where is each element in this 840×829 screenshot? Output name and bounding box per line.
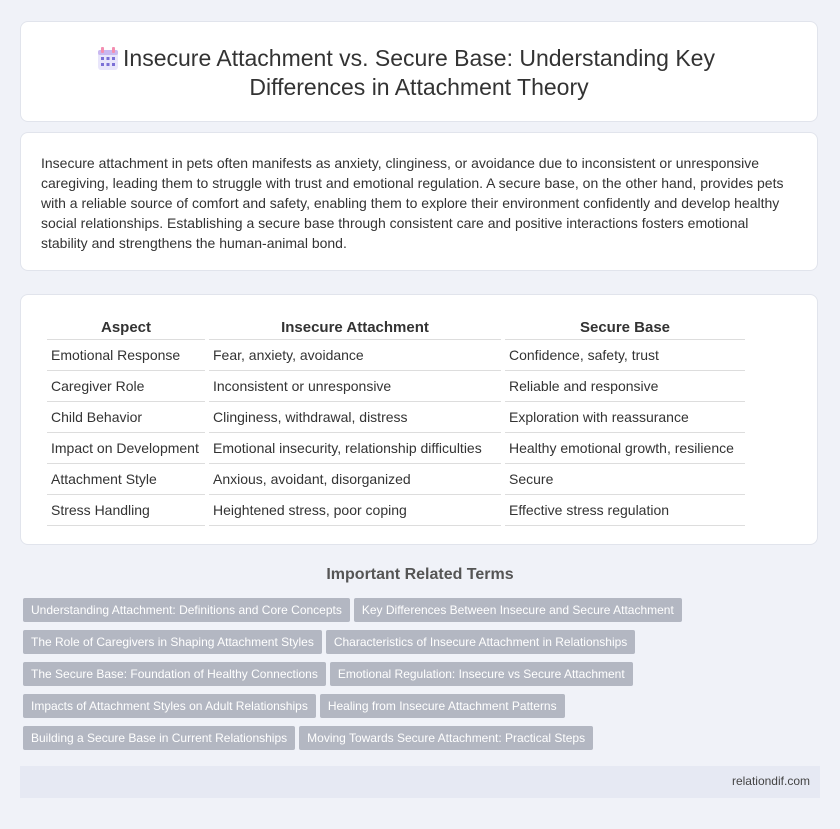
related-term-link[interactable]: Moving Towards Secure Attachment: Practical Steps [299,726,593,750]
cell-secure: Confidence, safety, trust [505,340,745,371]
header-aspect: Aspect [47,315,205,340]
cell-secure: Exploration with reassurance [505,402,745,433]
document-grid-icon [97,47,119,71]
cell-insecure: Heightened stress, poor coping [209,495,501,526]
comparison-card [20,294,818,545]
tag-row [23,694,823,726]
table-row [47,402,745,433]
table-row [47,340,745,371]
cell-secure: Secure [505,464,745,495]
cell-aspect: Attachment Style [47,464,205,495]
header-insecure: Insecure Attachment [209,315,501,340]
site-name[interactable]: relationdif.com [731,774,810,788]
table-row [47,433,745,464]
cell-aspect: Caregiver Role [47,371,205,402]
cell-secure: Reliable and responsive [505,371,745,402]
related-term-link[interactable]: Characteristics of Insecure Attachment in Relationships [326,630,635,654]
cell-insecure: Inconsistent or unresponsive [209,371,501,402]
header-secure: Secure Base [505,315,745,340]
comparison-table [43,315,749,526]
table-header-row [47,315,745,340]
table-row [47,464,745,495]
related-term-link[interactable]: Healing from Insecure Attachment Patterns [320,694,565,718]
related-term-link[interactable]: The Secure Base: Foundation of Healthy Connections [23,662,326,686]
cell-aspect: Emotional Response [47,340,205,371]
table-row [47,371,745,402]
related-term-link[interactable]: Emotional Regulation: Insecure vs Secure Attachment [330,662,633,686]
cell-aspect: Impact on Development [47,433,205,464]
cell-aspect: Child Behavior [47,402,205,433]
cell-aspect: Stress Handling [47,495,205,526]
title-wrap [21,44,817,102]
cell-secure: Effective stress regulation [505,495,745,526]
related-term-link[interactable]: Understanding Attachment: Definitions and Core Concepts [23,598,350,622]
related-terms-title: Important Related Terms [326,566,514,583]
cell-insecure: Fear, anxiety, avoidance [209,340,501,371]
related-term-link[interactable]: Key Differences Between Insecure and Secure Attachment [354,598,682,622]
related-term-link[interactable]: Impacts of Attachment Styles on Adult Relationships [23,694,316,718]
cell-insecure: Clinginess, withdrawal, distress [209,402,501,433]
related-term-link[interactable]: The Role of Caregivers in Shaping Attachment Styles [23,630,322,654]
tag-row [23,630,823,662]
tag-row [23,662,823,694]
table-row [47,495,745,526]
related-terms-list [23,598,823,758]
intro-paragraph: Insecure attachment in pets often manifests as anxiety, clinginess, or avoidance due to inconsistent or unresponsive caregiving, leading them to struggle with trust and emotional regulation. A secure base, on the other hand, provides pets with a reliable source of comfort and safety, enabling them to explore their environment confidently and develop healthy social relationships. Establishing a secure base through consistent care and positive interactions fosters emotional stability and strengthens the human-animal bond. [41,155,784,251]
title-card [20,21,818,122]
cell-secure: Healthy emotional growth, resilience [505,433,745,464]
related-term-link[interactable]: Building a Secure Base in Current Relationships [23,726,295,750]
tag-row [23,598,823,630]
tag-row [23,726,823,758]
intro-card [20,132,818,271]
cell-insecure: Anxious, avoidant, disorganized [209,464,501,495]
page-title: Insecure Attachment vs. Secure Base: Understanding Key Differences in Attachment Theory [123,45,715,100]
footer [20,766,820,798]
cell-insecure: Emotional insecurity, relationship difficulties [209,433,501,464]
